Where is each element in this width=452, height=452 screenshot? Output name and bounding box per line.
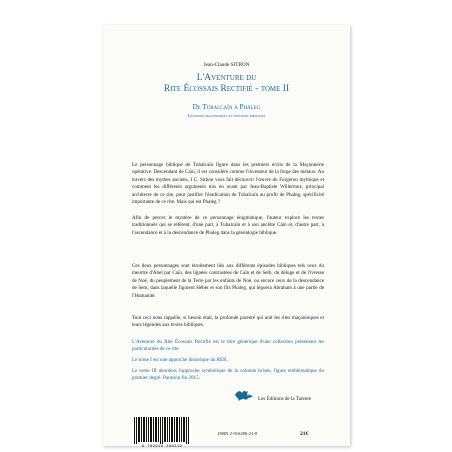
barcode-digits: 9 782916 280219 [141,445,183,449]
summary-paragraph-1: Le personnage biblique de Tubalcaïn figure dans les premiers écrits de la Maçonnerie opérative. Descendant de Caïn, il est considéré comme l'inventeur de la forge des métaux. Au travers des mythes anciens, J.C. Sitbon vous fait découvrir l'œuvre du Forgeron mythique et comment les différents arguments mis en avant par Jean-Baptiste Willermoz, principal architecte de ce rite, pour justifier l'éradication de Tubalcaïn au profit de Phaleg, spécificité importante de ce rite. Mais qui est Phaleg ? [132,162,324,206]
summary-paragraph-3: Ces deux personnages sont étroitement liés aux différents épisodes bibliques tels ceux du meurtre d'Abel par Caïn, des lignées contrastées de Caïn et de Seth, du déluge et de l'ivresse de Noé, du peuplement de la Terre par les enfants de Noé, ou encore ceux de la descendance de Sem, dans laquelle figurent Héber et son fils Phaleg, qui léguera Abraham à une partie de l'Humanité. [132,263,324,299]
book-price: 21€ [300,431,309,437]
summary-paragraph-2: Afin de percer le mystère de ce personnage énigmatique, l'auteur explore les textes traditionnels qui se réfèrent, d'une part, à Tubalcaïn et à son ancêtre Caïn et, d'autre part, à l'ascendance et à la descendance de Phaleg dans la généalogie biblique. [132,215,324,236]
book-subsubtitle: Légendes maçonniques et exégèses bibliques [187,113,266,118]
publisher-name: Les Éditions de la Tarente [258,396,312,402]
author-name: Jean-Claude SITBON [203,62,250,68]
book-subtitle: De Tubalcaïn à Phaleg [192,103,261,111]
title-line-1: L'Aventure du [196,73,257,83]
collection-paragraph-3: Le tome III abordera l'approche symbolique de la colonne brisée, figure emblématique du premier degré. Parution fin 2015. [132,368,324,382]
publisher-logo-icon [234,388,254,402]
barcode-icon [132,417,192,444]
summary-paragraph-4: Tout ceci nous rappelle, si besoin était, la profonde parenté qui unit les rites maçonniques et leurs légendes aux textes bibliques. [132,315,324,329]
book-title [103,73,350,94]
collection-paragraph-2: Le tome I est une approche historique du RER. [132,357,228,363]
collection-paragraph-1: L'Aventure du Rite Écossais Rectifié est le titre générique d'une collection présentant les particularités de ce rite. [132,339,324,353]
isbn-number: ISBN 2-916280-21-9 [218,431,258,436]
title-line-2: Rite Écossais Rectifié - tome II [163,83,290,94]
book-back-cover [103,25,350,449]
